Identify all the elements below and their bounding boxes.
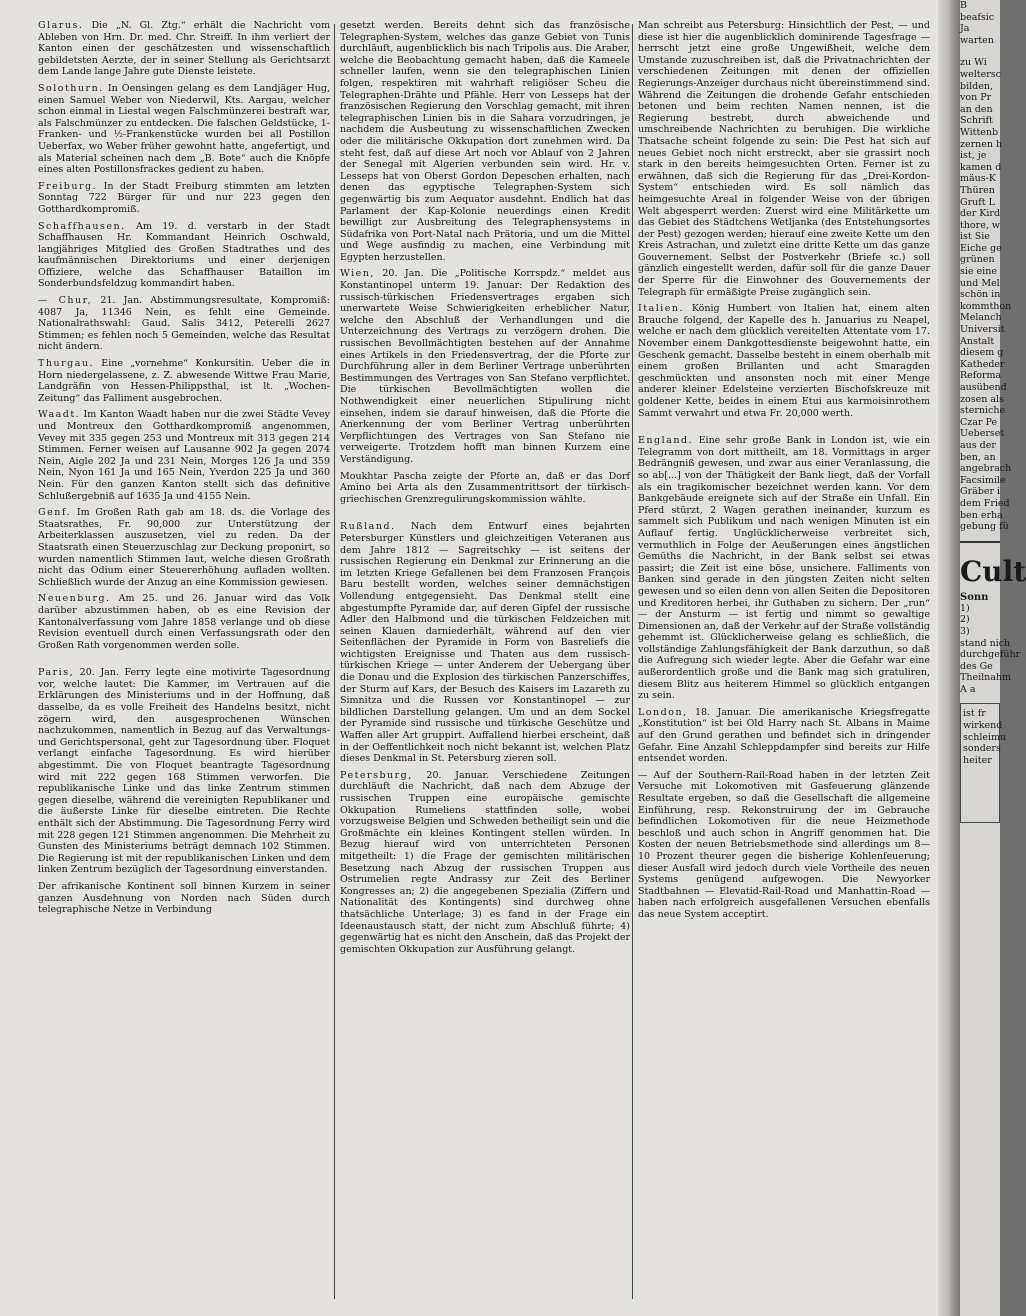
- article-paragraph: [38, 20, 330, 78]
- text-fragment: 2): [960, 614, 970, 626]
- adjacent-page-text: [960, 602, 1021, 696]
- article-paragraph: [638, 770, 930, 921]
- text-fragment: Gruft L: [960, 196, 995, 208]
- article-text: 18. Januar. Die amerikanische Kriegsfregatte „Konstitution“ ist bei Old Harry nach St. Albans in Maime auf den Grund gerathen und befindet sich in dringender Gefahr. Eine Anzahl Schleppdampfer sind bereits zur Hilfe entsendet worden.: [638, 706, 930, 765]
- text-fragment: durchgeführ: [960, 649, 1021, 661]
- article-paragraph: [340, 471, 630, 506]
- text-fragment: schön in: [960, 289, 1001, 301]
- text-fragment: Anstalt: [960, 335, 995, 347]
- article-text: 20. Jan. Ferry legte eine motivirte Tagesordnung vor, welche lautet: Die Kammer, im Vertrauen auf die Erklärungen des Ministeriums und in der Hoffnung, daß dasselbe, da es volle Freiheit des Handelns besitzt, nicht zögern wird, den ausgesprochenen Wünschen nachzukommen, namentlich in Bezug auf das Verwaltungs- und Gerichtspersonal, geht zur Tagesordnung über. Floquet verlangt einfache Tagesordnung. Es wird hierüber abgestimmt. Die von Floquet beantragte Tagesordnung wird mit 222 gegen 168 Stimmen verworfen. Die republikanische Linke und das linke Zentrum stimmen gegen dieselbe, während die vereinigten Republikaner und die äußerste Linke für dieselbe eintreten. Die Rechte enthält sich der Abstimmung. Die Tagesordnung Ferry wird mit 228 gegen 121 Stimmen angenommen. Die Mehrheit zu Gunsten des Ministeriums beträgt demnach 102 Stimmen. Die Regierung ist mit der republikanischen Linken und dem linken Zentrum bezüglich der Tagesordnung einverstanden.: [38, 667, 330, 876]
- article-paragraph: [638, 303, 930, 419]
- dateline: Paris,: [38, 667, 75, 679]
- dateline: Glarus.: [38, 20, 84, 31]
- article-text: gesetzt werden. Bereits dehnt sich das französische Telegraphen-System, welches das ganze Gebiet von Tunis durchläuft, augenblicklich bis nach Tripolis aus. Die Araber, welche die Beobachtung gemacht haben, daß die Kameele schneller laufen, wenn sie den telegraphischen Linien folgen, respektiren mit wahrhaft religiöser Scheu die Telegraphen-Drähte und Pfähle. Herr von Lesseps hat der französischen Regierung den Vorschlag gemacht, mit ihren telegraphischen Linien bis in die Sahara vorzudringen, je nachdem die Ausbeutung zu wissenschaftlichen Zwecken oder die militärische Okkupation dort zunehmen wird. Da steht fest, daß auf diese Art noch vor Ablauf von 2 Jahren der Senegal mit Algerien verbunden sein wird. Hr. v. Lesseps hat von Oberst Gordon Depeschen erhalten, nach denen das egyptische Telegraphen-System sich gegenwärtig bis zum Aequator ausdehnt. Endlich hat das Parlament der Kap-Kolonie neuerdings einen Kredit bewilligt zur Ausbreitung des Telegraphensystems in Südafrika von Port-Natal nach Prätoria, und um die Mittel und Wege ausfindig zu machen, eine Verbindung mit Egypten herzustellen.: [340, 20, 630, 263]
- text-fragment: diesem g: [960, 347, 1004, 359]
- text-fragment: Eiche ge: [960, 242, 1002, 254]
- article-text: 21. Jan. Abstimmungsresultate, Kompromiß: 4087 Ja, 11346 Nein, es fehlt eine Gemeinde. Nationalrathswahl: Gaud. Salis 3412, Peterelli 2627 Stimmen; es fehlen noch 5 Gemeinden, welche das Resultat nicht ändern.: [38, 295, 330, 353]
- article-paragraph: [340, 770, 630, 956]
- column-3: [638, 20, 930, 1310]
- article-paragraph: [38, 409, 330, 502]
- text-fragment: sonders: [963, 743, 1001, 755]
- article-text: Nach dem Entwurf eines bejahrten Petersburger Künstlers und gleichzeitigen Veteranen aus dem Jahre 1812 — Sagreitschky — ist seitens der russischen Regierung ein Denkmal zur Erinnerung an die im letzten Kriege Gefallenen bei dem Franzosen François Baru bestellt worden, welches seiner demnächstigen Vollendung entgegensieht. Das Denkmal stellt eine abgestumpfte Pyramide dar, auf deren Gipfel der russische Adler den Halbmond und die türkischen Feldzeichen mit seinen Klauen darniederhält, während auf den vier Seitenflächen der Pyramide in Form von Basreliefs die wichtigsten Ereignisse und Thaten aus dem russisch-türkischen Kriege — unter Anderem der Uebergang über die Donau und die Explosion des türkischen Panzerschiffes, der Sturm auf Kars, der Besuch des Kaisers im Lazareth zu Simnitza und die Russen vor Konstantinopel — zur bildlichen Darstellung gelangen. Um und an dem Sockel der Pyramide sind russische und türkische Geschütze und Waffen aller Art gruppirt. Auffallend hierbei erscheint, daß in der Oeffentlichkeit noch nicht bekannt ist, welchen Platz dieses Denkmal in St. Petersburg zieren soll.: [340, 521, 630, 765]
- text-fragment: dem Fried: [960, 497, 1010, 509]
- text-fragment: Katheder: [960, 358, 1005, 370]
- article-paragraph: [38, 295, 330, 353]
- text-fragment: ist, je: [960, 150, 987, 162]
- dateline: Thurgau.: [38, 358, 94, 370]
- dateline: Neuenburg.: [38, 593, 111, 605]
- text-fragment: zosen als: [960, 393, 1004, 405]
- text-fragment: ist Sie: [960, 231, 990, 243]
- article-text: Im Kanton Waadt haben nur die zwei Städte Vevey und Montreux den Gotthardkompromiß angenommen, Vevey mit 335 gegen 253 und Montreux mit 313 gegen 214 Stimmen. Ferner weisen auf Lausanne 902 Ja gegen 2074 Nein, Aigle 202 Ja und 231 Nein, Morges 126 Ja und 359 Nein, Nyon 161 Ja und 165 Nein, Yverdon 225 Ja und 360 Nein. Für den ganzen Kanton stellt sich das definitive Schlußergebniß auf 1635 Ja und 4155 Nein.: [38, 409, 330, 502]
- dateline: Solothurn.: [38, 82, 104, 94]
- text-fragment: Wittenb: [960, 126, 999, 138]
- text-fragment: kamen d: [960, 161, 1002, 173]
- text-fragment: Universit: [960, 324, 1005, 336]
- text-fragment: 3): [960, 625, 970, 637]
- article-paragraph: [638, 707, 930, 765]
- text-fragment: A a: [960, 683, 976, 695]
- text-fragment: 1): [960, 602, 970, 614]
- text-fragment: B: [960, 0, 967, 11]
- adjacent-page-title: Cult: [960, 554, 1026, 588]
- article-text: 20. Januar. Verschiedene Zeitungen durchläuft die Nachricht, daß nach dem Abzuge der russischen Truppen eine europäische gemischte Okkupation Rumeliens stattfinden solle, wobei vorzugsweise Belgien und Schweden betheiligt sein und die Großmächte ein kleines Kontingent stellen würden. In Bezug hierauf wird von unterrichteten Personen mitgetheilt: 1) die Frage der gemischten militärischen Besetzung nach Abzug der russischen Truppen aus Ostrumelien regte Andrassy zur Zeit des Berliner Kongresses an; 2) die angegebenen Spezialia (Ziffern und Nationalität des Kontingents) sind durchweg ohne thatsächliche Unterlage; 3) es fand in der Frage ein Ideenaustausch statt, der nicht zum Abschluß führte; 4) gegenwärtig hat es nicht den Anschein, daß das Projekt der gemischten Okkupation zur Ausführung gelangt.: [340, 769, 630, 955]
- text-fragment: kommthon: [960, 300, 1012, 312]
- text-fragment: des Ge: [960, 660, 993, 672]
- text-fragment: ausübend: [960, 382, 1007, 393]
- article-text: Moukhtar Pascha zeigte der Pforte an, daß er das Dorf Amino bei Arta als den Zusammentrittsort der türkisch-griechischen Grenzregulirungskommission wählte.: [340, 470, 630, 505]
- article-paragraph: [38, 881, 330, 916]
- text-fragment: aus der: [960, 439, 996, 451]
- adjacent-page-rule: [960, 541, 1000, 543]
- article-paragraph: [38, 358, 330, 404]
- text-fragment: ist fr: [963, 708, 986, 720]
- adjacent-page-text: [960, 0, 1012, 533]
- text-fragment: wirkend: [963, 720, 1003, 732]
- article-text: — Auf der Southern-Rail-Road haben in der letzten Zeit Versuche mit Lokomotiven mit Gasfeuerung glänzende Resultate ergeben, so daß die Gesellschaft die allgemeine Einführung, resp. Rekonstruirung der im Gebrauche befindlichen Lokomotiven für die neue Heizmethode beschloß und auch schon in Angriff genommen hat. Die Kosten der neuen Betriebsmethode sind allerdings um 8—10 Prozent theurer gegen die bisherige Kohlenfeuerung; dieser Ausfall wird jedoch durch viele Vortheile des neuen Systems genügend aufgewogen. Die Newyorker Stadtbahnen — Elevatid-Rail-Road und Manhattin-Road — haben nach erfolgreich ausgefallenen Versuchen ebenfalls das neue System acceptirt.: [638, 769, 930, 920]
- text-fragment: schleimu: [963, 731, 1007, 743]
- text-fragment: mäus-K: [960, 173, 996, 185]
- dateline: Rußland.: [340, 521, 396, 533]
- article-text: Am 19. d. verstarb in der Stadt Schaffhausen Hr. Kommandant Heinrich Oschwald, langjähriges Mitglied des Großen Stadtrathes und des kaufmännischen Direktoriums und einer derjenigen Offiziere, welche das Schaffhauser Bataillon im Sonderbundsfeldzug kommandirt haben.: [38, 220, 330, 290]
- text-fragment: und Mel: [960, 277, 1000, 289]
- dateline: Petersburg,: [340, 769, 413, 781]
- text-fragment: Ueberset: [960, 428, 1005, 440]
- article-paragraph: [638, 20, 930, 298]
- text-fragment: bilden,: [960, 80, 993, 92]
- article-text: Eine sehr große Bank in London ist, wie ein Telegramm von dort mittheilt, am 18. Vormittags in arger Bedrängniß gewesen, und zwar aus einer Veranlassung, die so ab[...] von der Thätigkeit der Bank liegt, daß der Vorfall als ein tragikomischer bezeichnet werden kann. Vor dem Bankgebäude ereignete sich auf der Straße ein Unfall. Ein Pferd stürzt, 2 Wagen gerathen ineinander, kurzum es sammelt sich Publikum und nach wenigen Minuten ist ein Auflauf fertig. Unglücklicherweise verbreitet sich, vermuthlich in Folge der Aeußerungen eines ängstlichen Gemüths die Nachricht, in der Bank selbst sei etwas passirt; die Zeit ist eine böse, unsichere. Falliments von Banken sind gerade in den jüngsten Zeiten nicht selten gewesen und so eilen denn von allen Seiten die Depositoren und Kreditoren herbei, ihr Guthaben zu sichern. Der „run“ — der Ansturm — ist fertig und nimmt so gewaltige Dimensionen an, daß der Verkehr auf der Straße vollständig gehemmt ist. Glücklicherweise gelang es schließlich, die vollständige Zahlungsfähigkeit der Bank darzuthun, so daß die Aufregung sich wieder legte. Aber die Gefahr war eine außerordentlich große und die Bank mag sich gratuliren, diesem Blitz aus heiterem Himmel so glücklich entgangen zu sein.: [638, 435, 930, 702]
- text-fragment: der Kird: [960, 208, 1001, 220]
- article-paragraph: [340, 268, 630, 465]
- article-text: Die „N. Gl. Ztg.“ erhält die Nachricht vom Ableben von Hrn. Dr. med. Chr. Streiff. In ihm verliert der Kanton einen der geschätzesten und wissenschaftlich gebildetsten Aerzte, der in seiner Stellung als Gerichtsarzt dem Lande lange Jahre gute Dienste leistete.: [38, 20, 330, 78]
- article-text: Eine „vornehme“ Konkursitin. Ueber die in Horn niedergelassene, z. Z. abwesende Wittwe Frau Marie, Landgräfin von Hessen-Philippsthal, ist lt. „Wochen-Zeitung“ das Falliment ausgebrochen.: [38, 358, 330, 404]
- dateline: Italien.: [638, 303, 685, 315]
- text-fragment: an den: [960, 103, 993, 115]
- text-fragment: Reforma: [960, 370, 1002, 382]
- dateline: Schaffhausen.: [38, 220, 126, 232]
- column-2: [340, 20, 630, 1310]
- article-paragraph: [340, 20, 630, 263]
- dateline: London,: [638, 706, 688, 718]
- text-fragment: warten: [960, 34, 994, 46]
- dateline: England.: [638, 435, 694, 447]
- text-fragment: Ja: [960, 23, 970, 35]
- article-paragraph: [38, 507, 330, 588]
- text-fragment: Theilnahm: [960, 672, 1012, 684]
- article-text: In Oensingen gelang es dem Landjäger Hug, einen Samuel Weber von Niederwil, Kts. Aargau, welcher schon einmal in Liestal wegen Falschmünzerei bestraft war, als Falschmünzer zu entdecken. Die falschen Geldstücke, 1-Franken- und ½-Frankenstücke wurden bei all Postillon Ueberfax, wo Weber früher gewohnt hatte, angefertigt, und als Material scheinen nach dem „B. Bote“ auch die Knöpfe eines alten Postillonsfrackes gedient zu haben.: [38, 82, 330, 176]
- text-fragment: Schrift: [960, 115, 993, 127]
- text-fragment: Thüren: [960, 184, 995, 196]
- text-fragment: Facsimile: [960, 474, 1006, 486]
- text-fragment: zernen h: [960, 138, 1003, 150]
- text-fragment: [960, 46, 1000, 57]
- article-paragraph: [38, 83, 330, 176]
- text-fragment: sie eine: [960, 266, 997, 278]
- text-fragment: ben erha: [960, 509, 1003, 521]
- article-text: Am 25. und 26. Januar wird das Volk darüber abzustimmen haben, ob es eine Revision der Kantonalverfassung vom Jahre 1858 verlange und ob diese Revision eventuell durch einen Verfassungsrath oder den Großen Rath vorgenommen werden solle.: [38, 593, 330, 651]
- adjacent-page-subtitle: Sonn: [960, 591, 989, 603]
- article-text: In der Stadt Freiburg stimmten am letzten Sonntag 722 Bürger für und nur 223 gegen den Gotthardkompromiß.: [38, 180, 330, 215]
- article-text: 20. Jan. Die „Politische Korrspdz.“ meldet aus Konstantinopel unterm 19. Januar: Der Redaktion des russisch-türkischen Friedensvertrages ergaben sich unerwartete Weise Schwierigkeiten erheblicher Natur, welche den Abschluß der Verhandlungen und die Unterzeichnung des Vertrags zu verzögern drohen. Die russischen Bevollmächtigten bestehen auf der Annahme eines Artikels in den Friedensvertrag, der die Pforte zur Durchführung aller in dem Berliner Vertrage unberührten Bestimmungen des Vertrages von San Stefano verpflichtet. Die türkischen Bevollmächtigten wollen die Nothwendigkeit einer neuerlichen Stipulirung nicht einsehen, indem sie darauf hinweisen, daß die Pforte die Anerkennung der vom Berliner Vertrag unberührten Verpflichtungen des Vertrages von San Stefano nie verweigerte. Trotzdem hofft man binnen Kurzem eine Verständigung.: [340, 268, 630, 465]
- text-fragment: gebung fü: [960, 521, 1009, 533]
- article-text: Im Großen Rath gab am 18. ds. die Vorlage des Staatsrathes, Fr. 90,000 zur Unterstützung der Arbeiterklassen auszusetzen, viel zu reden. Da der Staatsrath einen Steuerzuschlag zur Deckung proponirt, so wurden namentlich Stimmen laut, welche diesen Großrath nicht das Odium einer Steuererhöhung aufladen wollten. Schließlich wurde der Anzug an eine Kommission gewiesen.: [38, 507, 330, 588]
- text-fragment: angebrach: [960, 463, 1012, 475]
- text-fragment: weltersc: [960, 68, 1001, 80]
- article-paragraph: [38, 667, 330, 876]
- text-fragment: beafsic: [960, 11, 995, 23]
- column-1: [38, 20, 330, 1310]
- dateline: — Chur,: [38, 295, 93, 307]
- article-paragraph: [340, 521, 630, 764]
- text-fragment: heiter: [963, 754, 992, 766]
- adjacent-page-box: [960, 703, 1007, 823]
- dateline: Genf.: [38, 507, 72, 519]
- article-text: Man schreibt aus Petersburg: Hinsichtlich der Pest, — und diese ist hier die augenblicklich dominirende Tagesfrage — herrscht jetzt eine große Ungewißheit, welche dem Umstande zuzuschreiben ist, daß die Privatnachrichten der verschiedenen Zeitungen mit denen der offiziellen Regierungs-Anzeiger durchaus nicht übereinstimmend sind. Während die Zeitungen die drohende Gefahr entschieden betonen und beim rechten Namen nennen, ist die Regierung bestrebt, durch abweichende und umschreibende Nachrichten zu beruhigen. Die wirkliche Thatsache scheint folgende zu sein: Die Pest hat sich auf neues Gebiet noch nicht erstreckt, aber sie grassirt noch stark in den bereits heimgesuchten Orten. Ferner ist zu erwähnen, daß sich die Regierung für das „Drei-Kordon-System“ entschieden wird. Es soll nämlich das heimgesuchte Areal in folgender Weise von der übrigen Welt abgesperrt werden: Zuerst wird eine Militärkette um das Gebiet des Städtchens Wetljanka (des Entstehungsortes der Pest) gezogen werden; hierauf eine zweite Kette um den Kreis Astrachan, und zuletzt eine dritte Kette um das ganze Gouvernement. Selbst der Postverkehr (Briefe ꝛc.) soll gänzlich eingestellt werden, dafür soll für die ganze Dauer der Sperre für die Einwohner des Gouvernements der Telegraph für ermäßigte Preise zugänglich sein.: [638, 20, 930, 298]
- dateline: Wien,: [340, 268, 375, 280]
- text-fragment: zu Wi: [960, 57, 987, 69]
- article-paragraph: [38, 181, 330, 216]
- article-text: Der afrikanische Kontinent soll binnen Kurzem in seiner ganzen Ausdehnung von Norden nach Süden durch telegraphische Netze in Verbindung: [38, 880, 330, 916]
- text-fragment: thore, w: [960, 219, 1000, 231]
- text-fragment: stand nich: [960, 637, 1011, 649]
- text-fragment: ben, an: [960, 451, 996, 463]
- article-paragraph: [38, 221, 330, 291]
- text-fragment: sterniche: [960, 405, 1006, 417]
- text-fragment: Czar Pe: [960, 416, 998, 428]
- text-fragment: Melanch: [960, 312, 1002, 324]
- article-text: König Humbert von Italien hat, einem alten Brauche folgend, der Kapelle des h. Januarius zu Neapel, welche er nach dem glücklich vereitelten Attentate vom 17. November einem Dankgottesdienste beigewohnt hatte, ein Geschenk gemacht. Dasselbe besteht in einem oberhalb mit einem großen Brillanten und acht Smaragden geschmückten und ansonsten noch mit einer Menge anderer kleiner Edelsteine verzierten Bischofskreuze mit goldener Kette, beides in einem Etui aus karmoisinrothem Sammt verwahrt und etwa Fr. 20,000 werth.: [638, 303, 930, 419]
- dateline: Freiburg.: [38, 180, 98, 192]
- text-fragment: Gräber i: [960, 486, 1001, 498]
- article-paragraph: [638, 435, 930, 702]
- column-divider: [334, 24, 335, 1299]
- article-paragraph: [38, 593, 330, 651]
- text-fragment: grünen: [960, 254, 995, 266]
- column-divider: [632, 24, 633, 1299]
- adjacent-page-edge: [960, 0, 1026, 1316]
- dateline: Waadt.: [38, 409, 81, 421]
- text-fragment: von Pr: [960, 92, 992, 104]
